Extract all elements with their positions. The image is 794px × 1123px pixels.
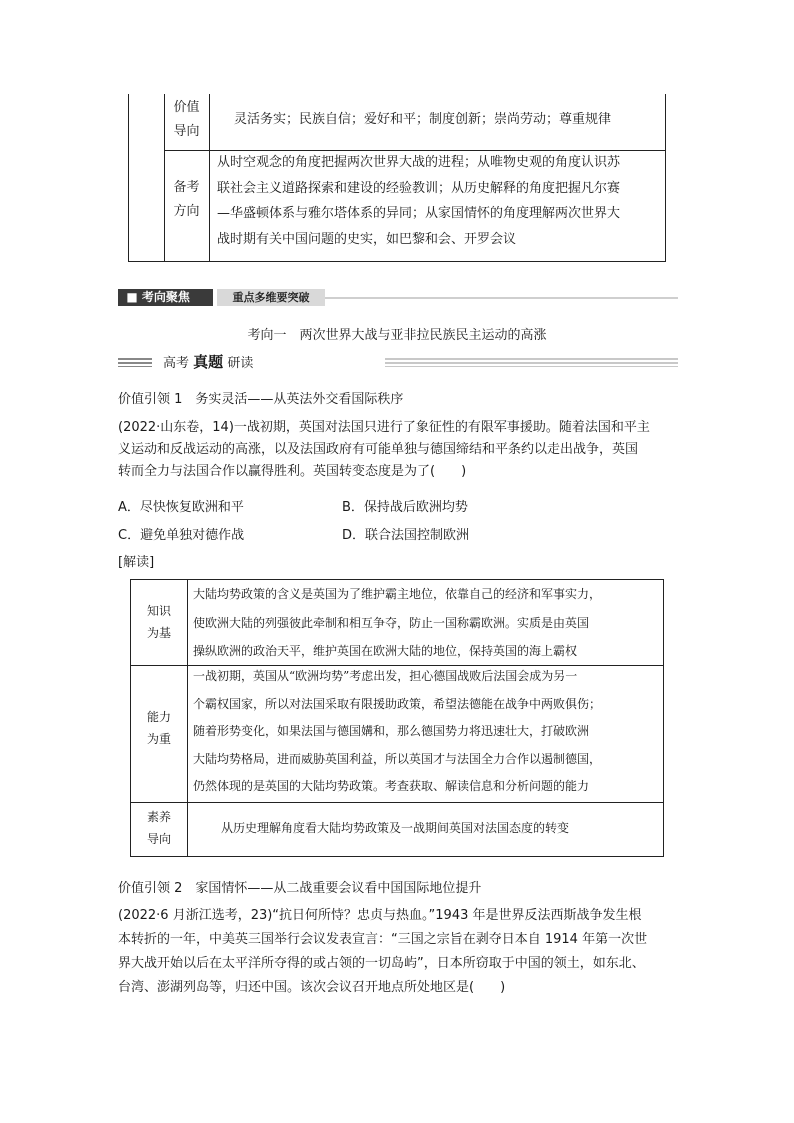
q1-stem: (2022·山东卷，14)一战初期，英国对法国只进行了象征性的有限军事援助。随着法国和平主 义运动和反战运动的高涨，以及法国政府有可能单独与德国缔结和平条约以走出战争，英国 转而全力与法国合作以赢得胜利。英国转变态度是为了( ) xyxy=(118,420,650,479)
q1-option-d: D．联合法国控制欧洲 xyxy=(342,528,470,543)
q1-option-c: C．避免单独对德作战 xyxy=(118,528,245,543)
exam-direction-text: 从时空观念的角度把握两次世界大战的进程；从唯物史观的角度认识苏 联社会主义道路探索和建设的经验教训；从历史解释的角度把握凡尔赛 —华盛顿体系与雅尔塔体系的异同；从家国情怀的角度理解两次世界大 战时期有关中国问题的史实，如巴黎和会、开罗会议 xyxy=(217,155,621,247)
ability-text: 一战初期，英国从“欧洲均势”考虑出发，担心德国战败后法国会成为另一 个霸权国家，所以对法国采取有限援助政策，希望法德能在战争中两败俱伤； 随着形势变化，如果法国与德国媾和，那么德国势力将迅速壮大，打破欧洲 大陆均势格局，进而威胁英国利益，所以英国才与法国全力合作以遏制德国， 仍然体现的是英国的大陆均势政策。考查获取、解读信息和分析问题的能力 xyxy=(193,669,602,793)
section-header xyxy=(118,289,678,306)
section-tag: ■ 考向聚焦 xyxy=(118,289,213,306)
label-ability: 能力 为重 xyxy=(146,710,171,746)
q2-stem: (2022·6 月浙江选考，23)“抗日何所恃？忠贞与热血。”1943 年是世界反法西斯战争发生根 本转折的一年，中美英三国举行会议发表宣言：“三国之宗旨在剥夺日本自 1914 年第一次世 界大战开始以后在太平洋所夺得的或占领的一切岛屿”，日本所窃取于中国的领土，如东北、 台湾、澎湖列岛等，归还中国。该次会议召开地点所处地区是( ) xyxy=(118,908,648,995)
section-rule xyxy=(325,297,678,299)
label-literacy: 素养 导向 xyxy=(146,810,171,846)
study-bar xyxy=(118,352,678,372)
label-exam-direction: 备考 方向 xyxy=(173,180,200,219)
value-orientation-text: 灵活务实；民族自信；爱好和平；制度创新；崇尚劳动；尊重规律 xyxy=(234,112,612,127)
topic-title: 考向一 两次世界大战与亚非拉民族民主运动的高涨 xyxy=(247,328,547,343)
study-bar-rule xyxy=(385,358,678,367)
q1-heading: 价值引领 1 务实灵活——从英法外交看国际秩序 xyxy=(118,392,404,407)
analysis-row-divider xyxy=(131,802,663,803)
section-subtag: 重点多维要突破 xyxy=(217,289,325,306)
table-column-blank xyxy=(129,94,165,261)
literacy-text: 从历史理解角度看大陆均势政策及一战期间英国对法国态度的转变 xyxy=(221,821,570,835)
q1-option-a: A．尽快恢复欧洲和平 xyxy=(118,500,244,515)
top-table xyxy=(128,94,666,262)
study-suffix: 研读 xyxy=(227,356,254,371)
label-knowledge: 知识 为基 xyxy=(146,604,171,640)
study-bold: 真题 xyxy=(193,353,224,371)
label-value-orientation: 价值 导向 xyxy=(173,100,200,139)
analysis-label: [解读] xyxy=(118,555,155,570)
study-bar-stripe xyxy=(118,358,152,367)
study-prefix: 高考 xyxy=(163,356,190,371)
knowledge-text: 大陆均势政策的含义是英国为了维护霸主地位，依靠自己的经济和军事实力， 使欧洲大陆的列强彼此牵制和相互争夺，防止一国称霸欧洲。实质是由英国 操纵欧洲的政治天平，维护英国在欧洲大陆的地位，保持英国的海上霸权 xyxy=(193,587,602,658)
analysis-table-divider xyxy=(187,580,188,856)
q1-option-b: B．保持战后欧洲均势 xyxy=(342,500,468,515)
q2-heading: 价值引领 2 家国情怀——从二战重要会议看中国国际地位提升 xyxy=(118,881,482,896)
analysis-table xyxy=(130,579,664,857)
